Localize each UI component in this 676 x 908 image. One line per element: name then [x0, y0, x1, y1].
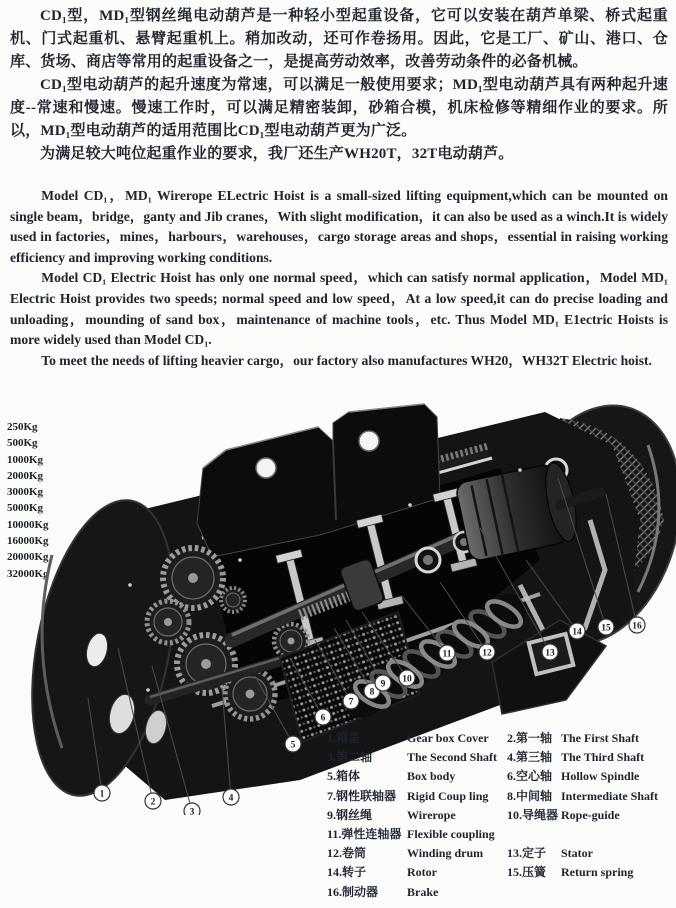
- parts-legend: [327, 729, 676, 902]
- legend-term-en: Gear box Cover: [407, 731, 489, 745]
- legend-term-en: The Third Shaft: [561, 750, 645, 765]
- svg-text:4: 4: [228, 793, 234, 804]
- legend-term-zh: 10.导绳器: [507, 807, 559, 822]
- legend-term-en: Brake: [407, 884, 439, 899]
- zh-paragraph-3: 为满足较大吨位起重作业的要求，我厂还生产WH20T，32T电动葫芦。: [40, 146, 514, 162]
- svg-text:10: 10: [402, 674, 412, 685]
- legend-term-en: Box body: [407, 769, 456, 784]
- legend-term-zh: [507, 883, 561, 902]
- legend-term-zh: 5.箱体: [327, 769, 361, 784]
- legend-term-zh: 6.空心轴: [507, 769, 553, 784]
- svg-text:15: 15: [601, 623, 611, 634]
- svg-text:2: 2: [150, 797, 156, 808]
- en-paragraph-2: Model CD₁ Electric Hoist has only one normal speed，which can satisfy normal application，Model MD₁ Electric Hoist provides two speeds; normal speed and low speed，At a low speed,it can do precise loading and unloading，mounding of sand box，maintenance of machine tools，etc. Thus Model MD₁ E1ectric Hoists is more widely used than Model CD₁.: [10, 270, 668, 348]
- svg-text:9: 9: [380, 679, 386, 690]
- legend-term-zh: 8.中间轴: [507, 788, 553, 803]
- bracket-hole: [359, 431, 379, 451]
- legend-term-zh: 3.第二轴: [327, 750, 373, 765]
- svg-text:12: 12: [482, 648, 492, 659]
- svg-text:13: 13: [545, 648, 555, 659]
- legend-term-en: Intermediate Shaft: [561, 788, 658, 803]
- legend-term-zh: 11.弹性连轴器: [327, 827, 402, 842]
- en-paragraph-3: To meet the needs of lifting heavier cargo，our factory also manufactures WH20，WH32T Electric hoist.: [41, 352, 652, 368]
- capacity-item: 250Kg: [7, 421, 38, 433]
- legend-term-en: The Second Shaft: [407, 750, 498, 765]
- legend-term-en: Wirerope: [407, 807, 456, 822]
- legend-term-en: Rope-guide: [561, 807, 620, 822]
- capacity-item: 3000Kg: [7, 486, 44, 499]
- legend-term-zh: 2.第一轴: [507, 731, 553, 745]
- capacity-item: 32000Kg: [7, 567, 49, 580]
- svg-text:3: 3: [189, 807, 195, 815]
- english-intro: [10, 186, 668, 371]
- svg-text:16: 16: [632, 621, 642, 632]
- svg-text:14: 14: [572, 627, 582, 638]
- legend-term-en: Stator: [561, 846, 593, 861]
- capacity-item: 2000Kg: [7, 469, 44, 482]
- legend-term-zh: 15.压簧: [507, 865, 547, 880]
- legend-term-en: Hollow Spindle: [561, 769, 640, 784]
- legend-term-en: Winding drum: [407, 846, 484, 861]
- svg-text:5: 5: [290, 740, 296, 751]
- svg-text:7: 7: [348, 697, 354, 708]
- chinese-intro: [10, 5, 668, 166]
- legend-term-en: The First Shaft: [561, 731, 639, 745]
- legend-term-zh: 12.卷筒: [327, 846, 367, 861]
- bracket-hole: [256, 458, 276, 478]
- legend-term-zh: 4.第三轴: [507, 750, 553, 765]
- zh-paragraph-2: CD₁型电动葫芦的起升速度为常速，可以满足一般使用要求；MD₁型电动葫芦具有两种起升速度--常速和慢速。慢速工作时，可以满足精密装卸，砂箱合模，机床检修等精细作业的要求。所以，MD₁型电动葫芦的适用范围比CD₁型电动葫芦更为广泛。: [10, 77, 668, 139]
- en-paragraph-1: Model CD₁，MD₁ Wirerope ELectric Hoist is a small-sized lifting equipment,which can be mounted on single beam，bridge，ganty and Jib cranes，With slight modification，it can also be used as a winch.It is widely used in factories，mines，harbours，warehouses，cargo storage areas and shops，essential in raising working efficiency and improving working conditions.: [10, 188, 668, 265]
- legend-term-zh: 14.转子: [327, 865, 367, 880]
- svg-text:1: 1: [99, 789, 105, 800]
- legend-term-zh: 1.箱盖: [327, 731, 361, 745]
- capacity-item: 5000Kg: [7, 502, 44, 515]
- legend-term-en: Rotor: [407, 865, 437, 880]
- capacity-item: 10000Kg: [7, 518, 49, 531]
- legend-term-en: Return spring: [561, 865, 634, 880]
- capacity-item: 20000Kg: [7, 551, 49, 564]
- legend-term-zh: 7.钢性联轴器: [327, 788, 397, 803]
- capacity-item: 1000Kg: [7, 453, 44, 466]
- zh-paragraph-1: CD₁型，MD₁型钢丝绳电动葫芦是一种轻小型起重设备，它可以安装在葫芦单梁、桥式起重机、门式起重机、悬臂起重机上。稍加改动，还可作卷扬用。因此，它是工厂、矿山、港口、仓库、货场、商店等常用的起重设备之一，是提高劳动效率，改善劳动条件的必备机械。: [10, 8, 668, 70]
- svg-text:8: 8: [369, 687, 375, 698]
- legend-term-en: [561, 825, 676, 844]
- legend-term-zh: 16.制动器: [327, 884, 379, 899]
- legend-term-zh: [507, 825, 561, 844]
- capacity-item: 500Kg: [7, 437, 38, 450]
- legend-term-en: Rigid Coup ling: [407, 788, 489, 803]
- legend-term-en: [561, 883, 676, 902]
- svg-text:6: 6: [320, 713, 326, 724]
- capacity-item: 16000Kg: [7, 535, 49, 548]
- legend-term-zh: 9.钢丝绳: [327, 807, 373, 822]
- legend-term-en: Flexible coupling: [407, 827, 495, 842]
- svg-text:11: 11: [442, 649, 452, 660]
- legend-term-zh: 13.定子: [507, 846, 547, 861]
